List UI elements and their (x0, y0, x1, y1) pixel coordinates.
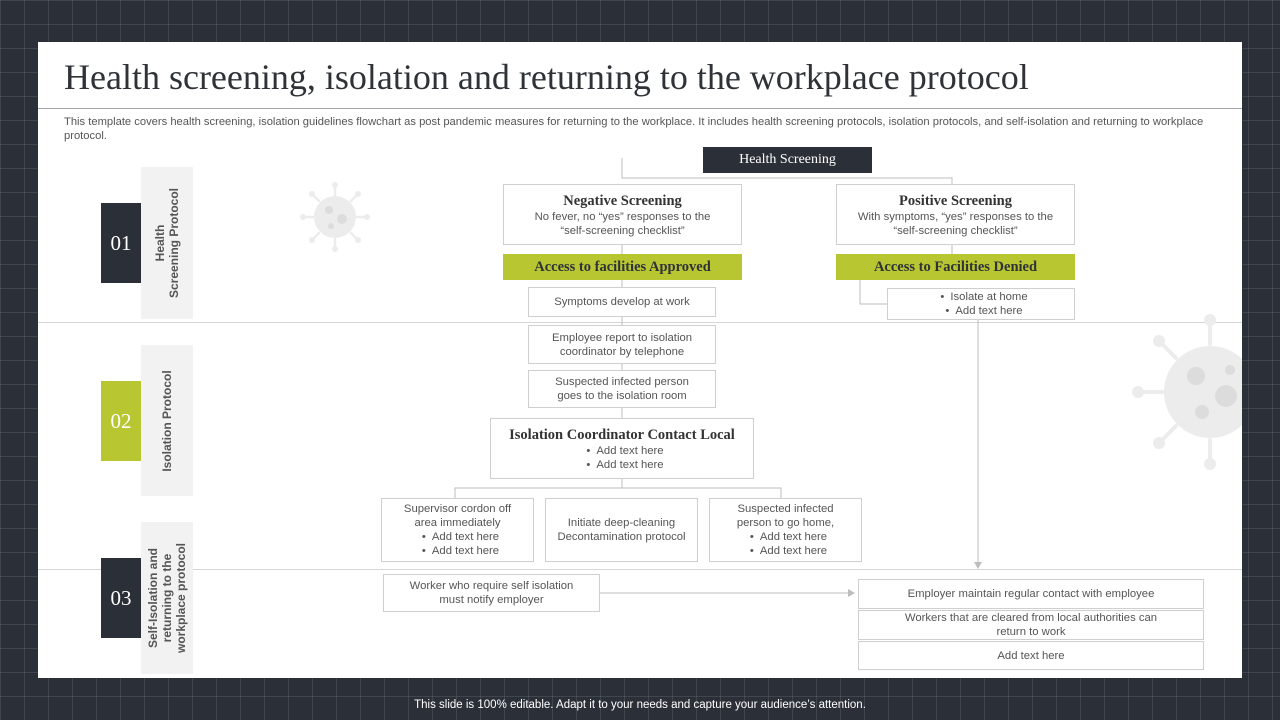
slide (38, 42, 1242, 678)
isolation-room-node: Suspected infected person goes to the isolation room (528, 370, 716, 408)
section-label-isolation: Isolation Protocol (141, 345, 193, 496)
report-coordinator-node: Employee report to isolation coordinator by telephone (528, 325, 716, 364)
cleared-return-node: Workers that are cleared from local authorities can return to work (858, 610, 1204, 640)
section-number-01: 01 (101, 203, 141, 283)
access-approved-node: Access to facilities Approved (503, 254, 742, 280)
section-label-self-isolation: Self-Isolation and returning to the workplace protocol (141, 522, 193, 674)
access-denied-node: Access to Facilities Denied (836, 254, 1075, 280)
page-description: This template covers health screening, isolation guidelines flowchart as post pandemic measures for returning to the workplace. It includes health screening protocols, isolation protocols, and self-isolation and returning to workplace protocol. (64, 116, 1204, 142)
deep-cleaning-node: Initiate deep-cleaning Decontamination protocol (545, 498, 698, 562)
health-screening-node: Health Screening (703, 147, 872, 173)
section-number-02: 02 (101, 381, 141, 461)
denied-actions-node: • Isolate at home • Add text here (887, 288, 1075, 320)
positive-screening-node: Positive Screening With symptoms, “yes” responses to the “self-screening checklist” (836, 184, 1075, 245)
section-label-health-screening: Health Screening Protocol (141, 167, 193, 319)
page-title: Health screening, isolation and returning to the workplace protocol (64, 57, 1029, 97)
worker-notify-node: Worker who require self isolation must notify employer (383, 574, 600, 612)
footer-note: This slide is 100% editable. Adapt it to your needs and capture your audience’s attention. (414, 699, 866, 711)
suspected-home-node: Suspected infected person to go home, • Add text here • Add text here (709, 498, 862, 562)
employer-contact-node: Employer maintain regular contact with employee (858, 579, 1204, 609)
supervisor-cordon-node: Supervisor cordon off area immediately • Add text here • Add text here (381, 498, 534, 562)
isolation-coordinator-node: Isolation Coordinator Contact Local • Add text here • Add text here (490, 418, 754, 479)
section-number-03: 03 (101, 558, 141, 638)
add-text-node: Add text here (858, 641, 1204, 670)
symptoms-node: Symptoms develop at work (528, 287, 716, 317)
negative-screening-node: Negative Screening No fever, no “yes” responses to the “self-screening checklist” (503, 184, 742, 245)
